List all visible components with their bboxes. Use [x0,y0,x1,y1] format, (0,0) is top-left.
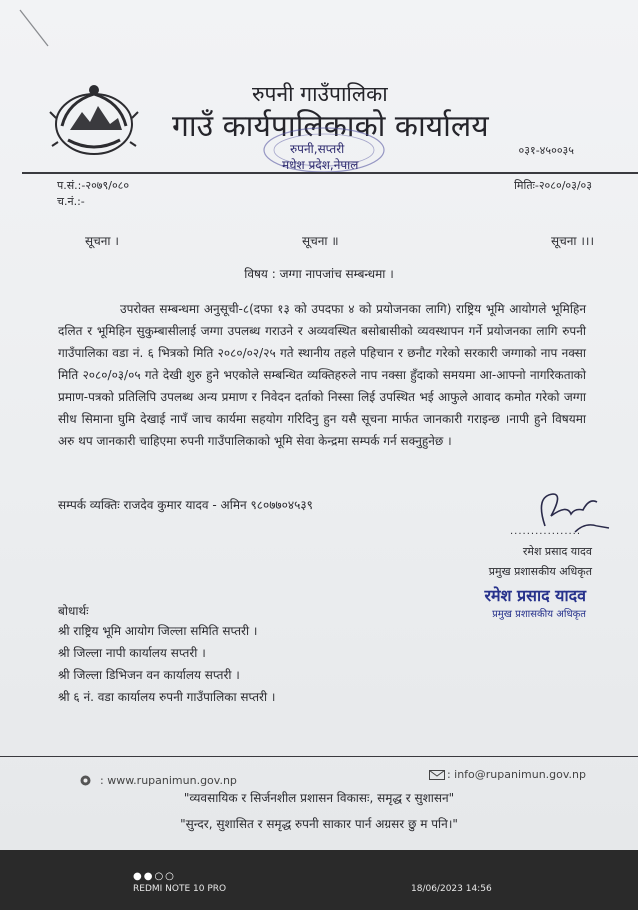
email-text: : info@rupanimun.gov.np [446,768,586,781]
letter-body: उपरोक्त सम्बन्धमा अनुसूची-८(दफा १३ को उपदफा ४ को प्रयोजनका लागि) राष्ट्रिय भूमि आयोगले भूमिहिन दलित र भूमिहिन सुकुम्बासीलाई जग्गा उपलब्ध गराउने र अव्यवस्थित बसोबासीको व्यवस्थापन गर्ने प्रयोजनका लागि रुपनी गाउँपालिका वडा नं. ६ भित्रको मिति २०८०/०२/२५ गते स्थानीय तहले पहिचान र छनौट गरेको सरकारी जग्गाको नाप नक्सा मिति २०८०/०३/०५ गते देखी शुरु हुने भएकोले सम्बन्धित व्यक्तिहरुले नाप नक्सा हुँदाको समयमा आ-आफ्नो नागरिकताको प्रमाण-पत्रको प्रतिलिपि उपलब्ध अन्य प्रमाण र निवेदन दर्ताको निस्सा लिई उपस्थित भई आफुले आवाद कमोत गरेको जग्गा सीध सिमाना घुमि देखाई नापँ जाच कार्यमा सहयोग गरिदिनु हुन यसै सूचना मार्फत जानकारी गराइन्छ ।नापी हुने विषयमा अरु थप जानकारी चाहिएमा रुपनी गाउँपालिकाको भूमि सेवा केन्द्रमा सम्पर्क गर्न सक्नुहुनेछ । [58,302,586,448]
stamp-signatory-title: प्रमुख प्रशासकीय अधिकृत [492,609,586,620]
globe-icon [80,775,91,786]
municipality-name: रुपनी गाउँपालिका [252,82,388,106]
notice-label-3: सूचना ।।। [551,234,594,248]
slogan-line-1: "व्यवसायिक र सिर्जनशील प्रशासन विकासः, समृद्ध र सुशासन" [183,791,455,805]
camera-device-label: REDMI NOTE 10 PRO [133,884,227,894]
office-phone: ०३१-४५००३५ [518,144,574,157]
cc-item: श्री ६ नं. वडा कार्यालय रुपनी गाउँपालिका सप्तरी । [58,690,276,704]
camera-watermark-dots: ●●○○ [133,871,176,882]
notice-label-2: सूचना ॥ [302,234,339,248]
footer-email [429,768,586,781]
header-divider [22,172,638,174]
office-address-line1: रुपनी,सप्तरी [290,142,345,156]
signature-line: ................. [510,526,582,537]
footer-divider [0,756,638,757]
cc-heading: बोधार्थः [58,604,89,618]
envelope-icon [429,770,445,780]
signatory-title: प्रमुख प्रशासकीय अधिकृत [488,565,592,578]
nepal-emblem-icon [48,80,140,160]
contact-person: सम्पर्क व्यक्तिः राजदेव कुमार यादव - अमिन ९८०७७०४५३९ [58,498,313,512]
camera-timestamp: 18/06/2023 14:56 [411,884,492,894]
footer-website [80,774,237,787]
paper-crease [18,8,50,48]
notice-label-1: सूचना । [85,234,119,248]
stamp-signatory-name: रमेश प्रसाद यादव [484,586,586,605]
signatory-name: रमेश प्रसाद यादव [522,545,592,558]
reference-number: प.सं.:-२०७९/०८० [57,179,130,192]
cc-item: श्री राष्ट्रिय भूमि आयोग जिल्ला समिति सप्तरी । [58,624,258,638]
slogan-line-2: "सुन्दर, सुशासित र समृद्ध रुपनी साकार पार्न अग्रसर छु म पनि।" [180,817,458,831]
letter-subject: विषय : जग्गा नापजांच सम्बन्धमा । [244,267,394,281]
letter-date: मितिः-२०८०/०३/०३ [514,179,592,192]
dispatch-number: च.नं.:- [57,195,85,208]
cc-list [58,620,275,708]
website-text: : www.rupanimun.gov.np [100,774,237,787]
office-address-line2: मधेश प्रदेश,नेपाल [282,158,359,172]
cc-item: श्री जिल्ला डिभिजन वन कार्यालय सप्तरी । [58,668,240,682]
cc-item: श्री जिल्ला नापी कार्यालय सप्तरी । [58,646,206,660]
office-name: गाउँ कार्यपालिकाको कार्यालय [172,109,489,144]
